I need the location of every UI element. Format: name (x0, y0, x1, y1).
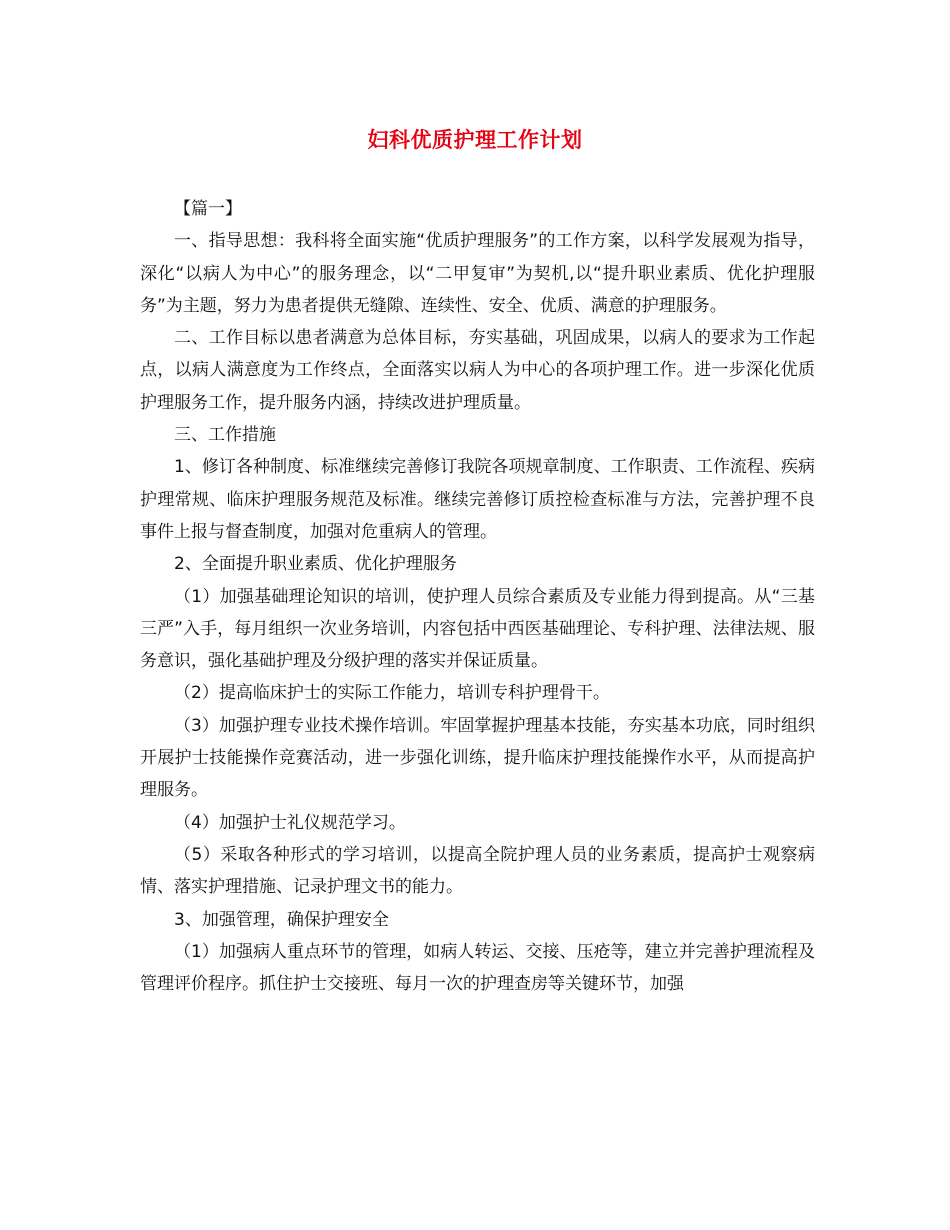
paragraph-work-goals: 二、工作目标以患者满意为总体目标，夯实基础，巩固成果，以病人的要求为工作起点，以病人满意度为工作终点，全面落实以病人为中心的各项护理工作。进一步深化优质护理服务工作，提升服务内涵，持续改进护理质量。 (140, 328, 815, 413)
paragraph-safety-item-1: （1）加强病人重点环节的管理，如病人转运、交接、压疮等，建立并完善护理流程及管理评价程序。抓住护士交接班、每月一次的护理查房等关键环节，加强 (140, 941, 815, 995)
heading-improve-quality: 2、全面提升职业素质、优化护理服务 (174, 554, 457, 575)
section-label: 【篇一】 (174, 199, 242, 219)
heading-safety: 3、加强管理，确保护理安全 (174, 909, 389, 930)
document-body (140, 193, 815, 1000)
paragraph-item-1: （1）加强基础理论知识的培训，使护理人员综合素质及专业能力得到提高。从“三基三严”入手，每月组织一次业务培训，内容包括中西医基础理论、专科护理、法律法规、服务意识，强化基础护理及分级护理的落实并保证质量。 (140, 586, 815, 672)
heading-work-measures: 三、工作措施 (174, 425, 276, 446)
paragraph-guiding-ideology: 一、指导思想：我科将全面实施“优质护理服务”的工作方案，以科学发展观为指导，深化“以病人为中心”的服务理念，以“二甲复审”为契机,以“提升职业素质、优化护理服务”为主题，努力为患者提供无缝隙、连续性、安全、优质、满意的护理服务。 (140, 231, 815, 316)
paragraph-item-4: （4）加强护士礼仪规范学习。 (174, 812, 406, 833)
paragraph-item-5: （5）采取各种形式的学习培训，以提高全院护理人员的业务素质，提高护士观察病情、落实护理措施、记录护理文书的能力。 (140, 844, 815, 898)
paragraph-revise-systems: 1、修订各种制度、标准继续完善修订我院各项规章制度、工作职责、工作流程、疾病护理常规、临床护理服务规范及标准。继续完善修订质控检查标准与方法，完善护理不良事件上报与督查制度，加强对危重病人的管理。 (140, 457, 815, 542)
paragraph-item-3: （3）加强护理专业技术操作培训。牢固掌握护理基本技能，夯实基本功底，同时组织开展护士技能操作竞赛活动，进一步强化训练，提升临床护理技能操作水平，从而提高护理服务。 (140, 715, 815, 801)
document-title: 妇科优质护理工作计划 (367, 128, 583, 152)
paragraph-item-2: （2）提高临床护士的实际工作能力，培训专科护理骨干。 (174, 683, 610, 704)
